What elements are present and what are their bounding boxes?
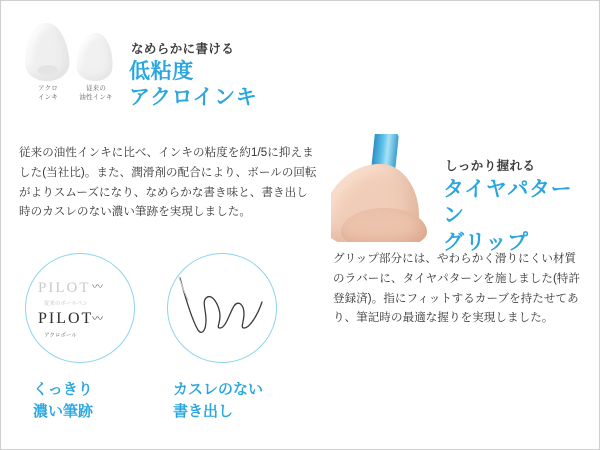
sample-circle-no-skipping <box>167 253 277 363</box>
grip-section-heading-line1: タイヤパターン <box>443 178 573 228</box>
conventional-ink-drop-label-line1: 従来の <box>85 85 107 92</box>
ink-section-heading <box>129 59 359 112</box>
ink-section-body: 従来の油性インキに比べ、インキの粘度を約1/5に抑えました(当社比)。また、潤滑剤の配合により、ボールの回転がよりスムーズになり、なめらかな書き味と、書き出し時のカスレのない濃い筆跡を実現しました。 <box>19 147 317 219</box>
grip-section-heading-line2: グリップ <box>443 230 529 254</box>
handwriting-scribble-icon <box>176 272 268 348</box>
ink-section-subheading: なめらかに書ける <box>131 42 235 56</box>
sample-circle-bold-trace <box>25 253 135 363</box>
sample-dark-note: アクロボール <box>44 333 77 339</box>
conventional-ink-drop-icon <box>76 32 114 82</box>
grip-photo <box>331 134 431 242</box>
acro-ink-drop-label-line1: アクロ <box>38 85 58 92</box>
ink-drop-illustration <box>19 19 129 119</box>
sample-caption-no-skipping <box>173 379 303 423</box>
acro-ink-drop-label-line2: インキ <box>37 93 59 101</box>
sample-faint-word: PILOT <box>38 280 91 296</box>
ink-section-heading-line1: 低粘度 <box>129 60 194 83</box>
conventional-ink-drop-label <box>73 85 119 103</box>
grip-section-heading <box>443 177 593 256</box>
grip-section-body: グリップ部分には、やわらかく滑りにくい材質のラバーに、タイヤパターンを施しました(特許登録済)。指にフィットするカーブを持たせてあり、筆記時の最適な握りを実現しました。 <box>333 253 581 325</box>
sample-caption-no-skipping-line2: 書き出し <box>173 402 234 420</box>
acro-ink-drop-icon <box>24 22 70 82</box>
sample-dark-word: PILOT <box>38 310 94 327</box>
conventional-ink-drop-label-line2: 油性インキ <box>79 93 113 101</box>
sample-caption-bold-trace-line1: くっきり <box>33 381 93 398</box>
grip-section-subheading: しっかり握れる <box>445 159 536 173</box>
acro-ink-drop-label <box>27 85 69 103</box>
sample-faint-note: 従来のボールペン <box>44 301 88 307</box>
sample-dark-squiggle-icon: 〰 <box>92 313 103 325</box>
sample-caption-bold-trace-line2: 濃い筆跡 <box>33 402 94 420</box>
sample-caption-no-skipping-line1: カスレのない <box>173 381 264 398</box>
ink-section-heading-line2: アクロインキ <box>129 86 258 110</box>
sample-faint-squiggle-icon: 〰 <box>92 281 103 293</box>
sample-caption-bold-trace <box>33 379 153 423</box>
